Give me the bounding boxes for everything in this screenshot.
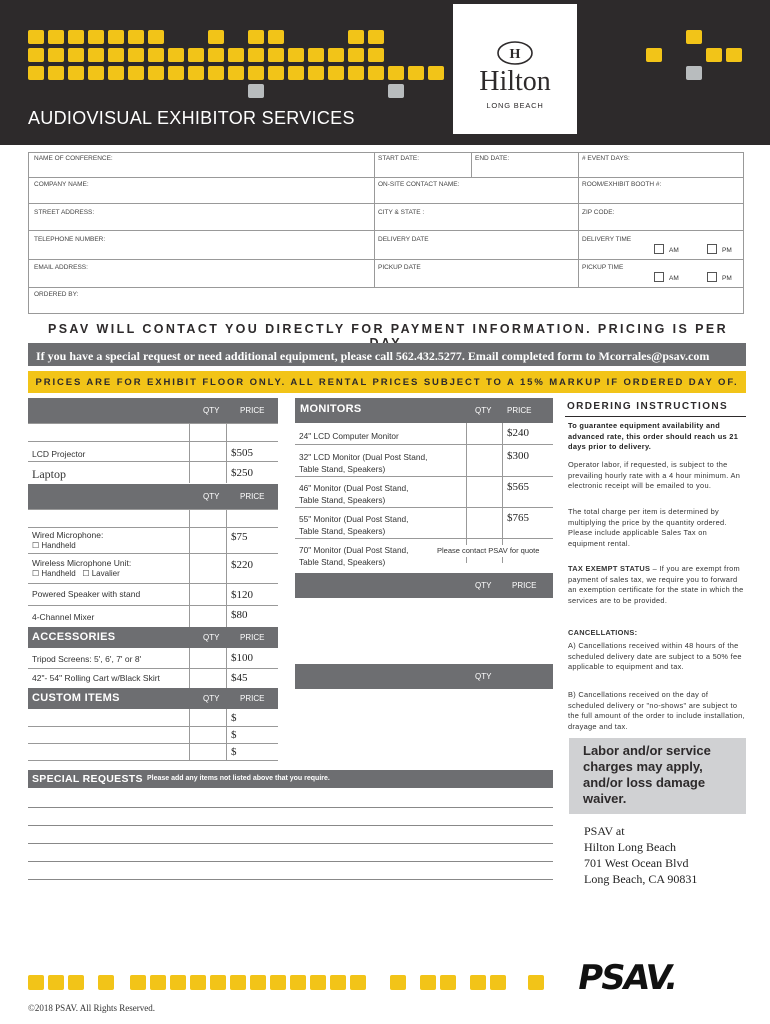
instructions-title: ORDERING INSTRUCTIONS [567, 401, 729, 412]
address-line-4: Long Beach, CA 90831 [584, 872, 698, 886]
instructions-p2: Operator labor, if requested, is subject to the prevailing hourly rate with a 4 hour minimum. An electronic receipt will be emailed to you. [568, 460, 741, 490]
delivery-time-field[interactable]: DELIVERY TIME [582, 236, 632, 243]
wired-handheld-label: Handheld [41, 541, 76, 550]
tax-exempt-title: TAX EXEMPT STATUS [568, 564, 651, 573]
cancellation-a: A) Cancellations received within 48 hours of the scheduled delivery date are subject to a 50% fee applicable to equipment and tax. [568, 641, 742, 671]
tripod-screens-label: Tripod Screens: 5', 6', 7' or 8' [32, 654, 142, 664]
wireless-mic-price: $220 [231, 559, 253, 571]
monitors-title: MONITORS [300, 403, 362, 415]
price-column-header: PRICE [512, 581, 537, 590]
address-line-2: Hilton Long Beach [584, 840, 676, 854]
street-address-field[interactable]: STREET ADDRESS: [34, 209, 95, 216]
monitor-70-line1: 70" Monitor (Dual Post Stand, [299, 545, 409, 555]
page-title: AUDIOVISUAL EXHIBITOR SERVICES [28, 108, 355, 128]
room-booth-field[interactable]: ROOM/EXHIBIT BOOTH #: [582, 181, 662, 188]
address-line-1: PSAV at [584, 824, 625, 838]
pickup-am-checkbox[interactable] [654, 272, 664, 282]
cancellation-b: B) Cancellations received on the day of scheduled delivery or "no-shows" are subject to the full amount of the order to include installation, drayage and tax. [568, 690, 745, 731]
monitor-32-line2: Table Stand, Speakers) [299, 464, 386, 474]
monitor-70-price: Please contact PSAV for quote [437, 546, 540, 555]
blank-section-header-1 [295, 573, 553, 598]
pickup-pm-checkbox[interactable] [707, 272, 717, 282]
accessories-title: ACCESSORIES [32, 631, 116, 643]
custom-items-header-bar [28, 688, 278, 709]
monogram-letter: H [509, 47, 521, 62]
monitor-70-line2: Table Stand, Speakers) [299, 557, 386, 567]
laptop-price: $250 [231, 467, 253, 479]
qty-column-header: QTY [475, 406, 492, 415]
wireless-mic-label: Wireless Microphone Unit: [32, 558, 132, 568]
pickup-time-field[interactable]: PICKUP TIME [582, 264, 624, 271]
speaker-price: $120 [231, 589, 253, 601]
pickup-am-label: AM [669, 275, 679, 282]
delivery-am-label: AM [669, 247, 679, 254]
rolling-cart-price: $45 [231, 672, 248, 684]
hilton-logo [453, 4, 577, 134]
delivery-pm-checkbox[interactable] [707, 244, 717, 254]
lcd-projector-label: LCD Projector [32, 449, 86, 459]
cancellations-title: CANCELLATIONS: [568, 628, 638, 637]
lcd-projector-price: $505 [231, 447, 253, 459]
hilton-brand: Hilton [479, 66, 551, 97]
psav-address [584, 823, 697, 887]
tax-exempt-body: – If you are exempt from payment of sales tax, we require you to forward an exemption certificate for the state in which the services are to be provided. [568, 564, 744, 605]
psav-logo: PSAV. [574, 958, 680, 998]
wireless-lavalier-label: Lavalier [91, 569, 120, 578]
custom-items-title: CUSTOM ITEMS [32, 692, 120, 704]
payment-notice: PSAV WILL CONTACT YOU DIRECTLY FOR PAYMENT INFORMATION. PRICING IS PER [47, 322, 729, 336]
monitor-32-line1: 32" LCD Monitor (Dual Post Stand, [299, 452, 428, 462]
wired-mic-label: Wired Microphone: [32, 530, 104, 540]
qty-column-header: QTY [203, 633, 220, 642]
prices-notice: PRICES ARE FOR EXHIBIT FLOOR ONLY. ALL RENTAL PRICES SUBJECT TO A 15% MARKUP IF ORDERED DAY OF. [28, 371, 746, 393]
monitor-46-line1: 46" Monitor (Dual Post Stand, [299, 483, 409, 493]
price-column-header: PRICE [240, 694, 265, 703]
onsite-contact-field[interactable]: ON-SITE CONTACT NAME: [378, 181, 460, 188]
monitor-55-label [299, 513, 408, 537]
address-line-3: 701 West Ocean Blvd [584, 856, 689, 870]
tripod-screens-price: $100 [231, 652, 253, 664]
rolling-cart-label: 42"- 54" Rolling Cart w/Black Skirt [32, 673, 160, 683]
zip-code-field[interactable]: ZIP CODE: [582, 209, 615, 216]
labor-charges-note: Labor and/or service charges may apply, and/or loss damage waiver. [569, 738, 746, 814]
custom-item-2-price[interactable]: $ [231, 729, 237, 741]
special-requests-header-bar [28, 770, 553, 788]
company-name-field[interactable]: COMPANY NAME: [34, 181, 89, 188]
instructions-p1: To guarantee equipment availability and advanced rate, this order should reach us 21 days prior to delivery. [568, 421, 739, 451]
monitor-32-price: $300 [507, 450, 529, 462]
start-date-field[interactable]: START DATE: [378, 155, 420, 162]
wired-mic-price: $75 [231, 531, 248, 543]
price-column-header: PRICE [507, 406, 532, 415]
monitor-55-line2: Table Stand, Speakers) [299, 526, 386, 536]
wireless-options[interactable]: ☐ Handheld ☐ Lavalier [32, 569, 120, 578]
monitor-24-label: 24" LCD Computer Monitor [299, 431, 399, 441]
laptop-label: Laptop [32, 467, 66, 481]
name-of-conference-field[interactable]: NAME OF CONFERENCE: [34, 155, 113, 162]
pickup-pm-label: PM [722, 275, 732, 282]
wireless-handheld-label: Handheld [41, 569, 76, 578]
price-column-header: PRICE [240, 492, 265, 501]
hilton-location: LONG BEACH [486, 101, 544, 110]
special-request-text: If you have a special request or need additional equipment, please call 562.432.5277. Email completed form to Mcorrales@psav.com [36, 349, 710, 363]
mixer-label: 4-Channel Mixer [32, 612, 95, 622]
delivery-am-checkbox[interactable] [654, 244, 664, 254]
monitor-55-price: $765 [507, 512, 529, 524]
price-column-header: PRICE [240, 406, 265, 415]
qty-column-header: QTY [203, 406, 220, 415]
end-date-field[interactable]: END DATE: [475, 155, 510, 162]
monitors-header-bar [295, 398, 553, 423]
custom-item-1-price[interactable]: $ [231, 712, 237, 724]
special-requests-subtitle: Please add any items not listed above that you require. [147, 775, 330, 782]
custom-item-3-price[interactable]: $ [231, 746, 237, 758]
monitor-55-line1: 55" Monitor (Dual Post Stand, [299, 514, 409, 524]
tax-exempt-text [568, 564, 746, 606]
qty-column-header: QTY [475, 672, 492, 681]
event-days-field[interactable]: # EVENT DAYS: [582, 155, 630, 162]
email-field[interactable]: EMAIL ADDRESS: [34, 264, 88, 271]
qty-column-header: QTY [203, 694, 220, 703]
instructions-p3: The total charge per item is determined by multiplying the price by the quantity ordered. Please include applicable Sales Tax on equipment rental. [568, 507, 727, 548]
monitor-46-price: $565 [507, 481, 529, 493]
monitor-24-price: $240 [507, 427, 529, 439]
blank-section-header-2 [295, 664, 553, 689]
accessories-header-bar [28, 627, 278, 648]
qty-column-header: QTY [475, 581, 492, 590]
ordered-by-field[interactable]: ORDERED BY: [34, 291, 79, 298]
monitor-46-label [299, 482, 408, 506]
special-requests-title: SPECIAL REQUESTS [32, 773, 143, 785]
hilton-monogram-icon [495, 40, 535, 66]
copyright: ©2018 PSAV. All Rights Reserved. [28, 1003, 156, 1013]
speaker-label: Powered Speaker with stand [32, 589, 141, 599]
delivery-date-field[interactable]: DELIVERY DATE [378, 236, 429, 243]
city-state-field[interactable]: CITY & STATE : [378, 209, 425, 216]
monitor-46-line2: Table Stand, Speakers) [299, 495, 386, 505]
pickup-date-field[interactable]: PICKUP DATE [378, 264, 421, 271]
audio-header-bar [28, 484, 278, 509]
monitor-70-label [299, 544, 408, 568]
wired-handheld-option[interactable]: ☐ Handheld [32, 541, 76, 550]
special-request-notice [28, 343, 746, 366]
mixer-price: $80 [231, 609, 248, 621]
qty-column-header: QTY [203, 492, 220, 501]
delivery-pm-label: PM [722, 247, 732, 254]
projection-header-bar [28, 398, 278, 423]
header-band [0, 0, 770, 145]
price-column-header: PRICE [240, 633, 265, 642]
monitor-32-label [299, 451, 427, 475]
telephone-field[interactable]: TELEPHONE NUMBER: [34, 236, 106, 243]
